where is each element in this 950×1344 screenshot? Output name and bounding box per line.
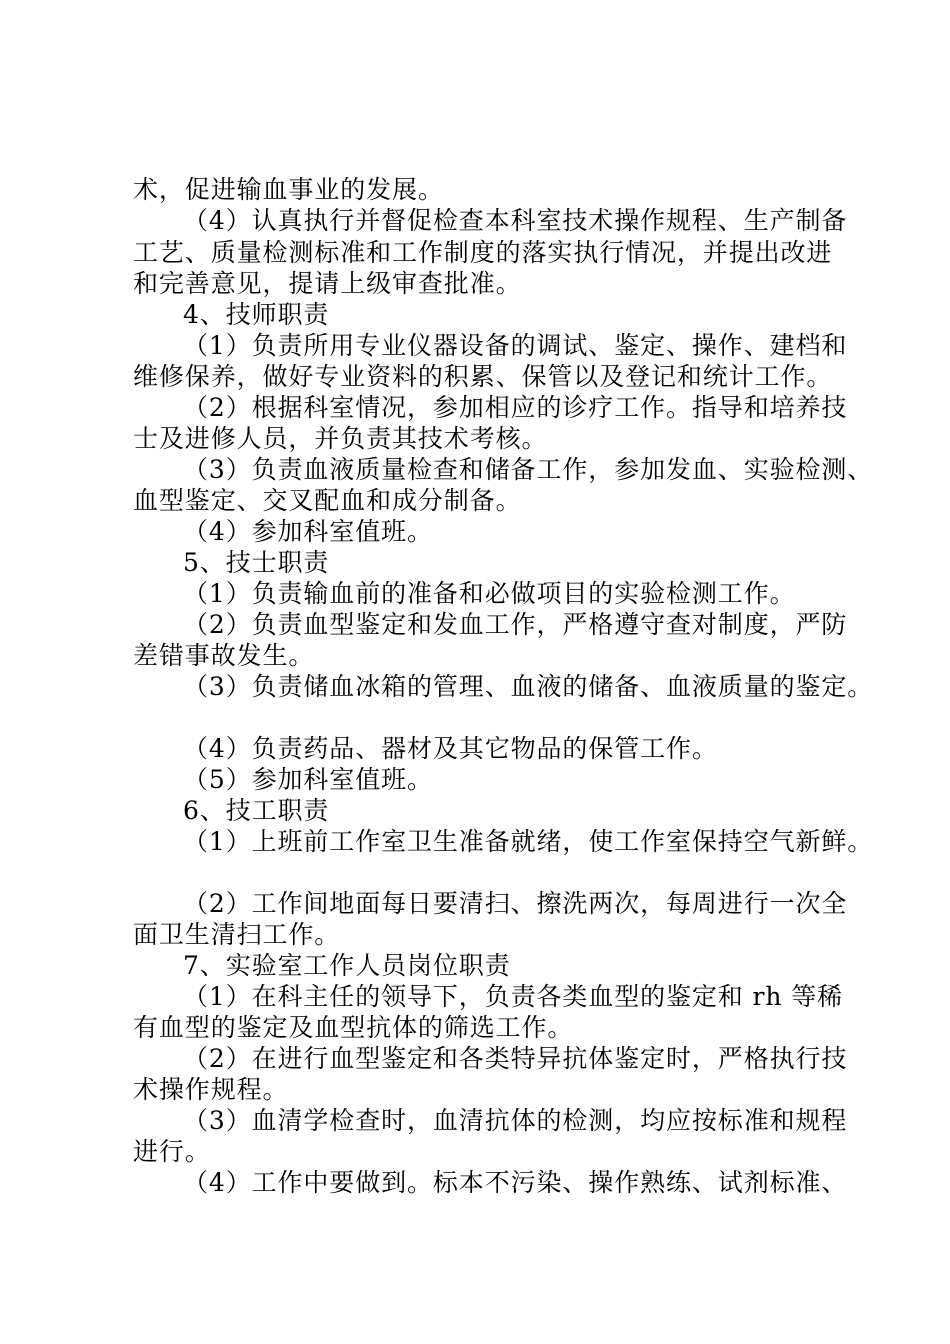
text-line: （3）负责储血冰箱的管理、血液的储备、血液质量的鉴定。 [183,672,874,701]
text-line: 维修保养，做好专业资料的积累、保管以及登记和统计工作。 [133,362,833,391]
text-line: （1）负责所用专业仪器设备的调试、鉴定、操作、建档和 [183,331,848,360]
text-line: （2）工作间地面每日要清扫、擦洗两次，每周进行一次全 [183,889,848,918]
section-heading: 5、技士职责 [183,548,330,577]
text-line: （4）参加科室值班。 [183,517,433,546]
section-heading: 7、实验室工作人员岗位职责 [183,951,511,980]
text-line: （1）负责输血前的准备和必做项目的实验检测工作。 [183,579,796,608]
text-line: 进行。 [133,1137,211,1166]
text-line: （4）认真执行并督促检查本科室技术操作规程、生产制备 [183,206,848,235]
text-line: （2）根据科室情况，参加相应的诊疗工作。指导和培养技 [183,393,848,422]
text-line: （3）血清学检查时，血清抗体的检测，均应按标准和规程 [183,1106,848,1135]
text-line: 士及进修人员，并负责其技术考核。 [133,424,548,453]
text-line: 差错事故发生。 [133,641,315,670]
text-line: （2）在进行血型鉴定和各类特异抗体鉴定时，严格执行技 [183,1044,848,1073]
text-line: 术，促进输血事业的发展。 [133,175,444,204]
text-line: （1）上班前工作室卫生准备就绪，使工作室保持空气新鲜。 [183,827,874,856]
section-heading: 6、技工职责 [183,796,330,825]
text-line: 术操作规程。 [133,1075,289,1104]
text-line: 有血型的鉴定及血型抗体的筛选工作。 [133,1013,574,1042]
text-line: 工艺、质量检测标准和工作制度的落实执行情况，并提出改进 [133,238,833,267]
text-line: 血型鉴定、交叉配血和成分制备。 [133,486,522,515]
text-line: （5）参加科室值班。 [183,765,433,794]
text-line: （4）负责药品、器材及其它物品的保管工作。 [183,734,718,763]
text-line: （3）负责血液质量检查和储备工作，参加发血、实验检测、 [183,455,874,484]
text-line: 面卫生清扫工作。 [133,920,341,949]
text-line: （1）在科主任的领导下，负责各类血型的鉴定和 rh 等稀 [183,982,844,1011]
text-line: （4）工作中要做到。标本不污染、操作熟练、试剂标准、 [183,1168,848,1197]
section-heading: 4、技师职责 [183,300,330,329]
text-line: 和完善意见，提请上级审查批准。 [133,269,522,298]
text-line: （2）负责血型鉴定和发血工作，严格遵守查对制度，严防 [183,610,848,639]
